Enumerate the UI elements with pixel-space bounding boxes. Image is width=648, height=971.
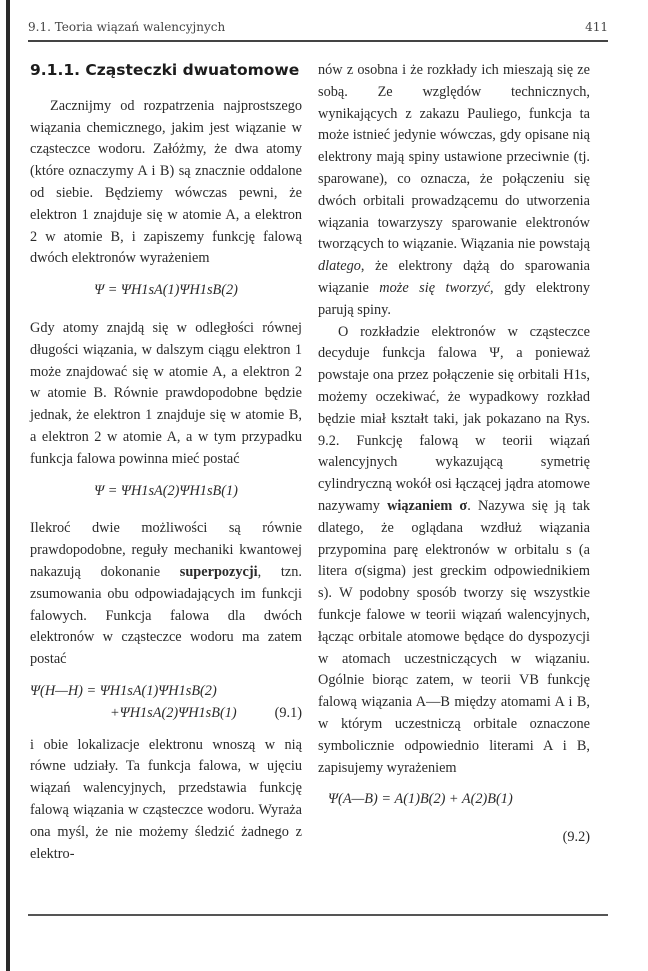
- paragraph: [318, 322, 590, 780]
- bold-term: superpozycji: [179, 563, 258, 580]
- text-run: O rozkładzie elektronów w cząsteczce decyduje funkcja falowa Ψ, a ponieważ powstaje ona przez połączenie się orbitali H1s, możemy oczekiwać, że wypadkowy rozkład będzie miał kształt taki, jak pokazano na Rys. 9.2. Funkcję falową w teorii wiązań walencyjnych wykazującą symetrię cylindryczną wokół osi łączącej jądra atomowe nazywamy: [318, 323, 590, 514]
- equation-9-2: Ψ(A—B) = A(1)B(2) + A(2)B(1): [328, 791, 513, 808]
- text-run: , tzn. zsumowania obu odpowiadających im funkcji falowych. Funkcja falowa dla dwóch elektronów w cząsteczce wodoru ma zatem postać: [30, 563, 302, 668]
- page-edge-bar: [6, 0, 10, 971]
- italic-term: dlatego: [318, 258, 361, 275]
- equation-9-1: [30, 681, 302, 725]
- text-run: nów z osobna i że rozkłady ich mieszają się ze sobą. Ze względów technicznych, wynikających z zakazu Pauliego, funkcja ta może istnieć jedynie wówczas, gdy opisane nią elektrony mają spiny ustawione przeciwnie (tj. sparowane), co oznacza, że połączeniu się dwóch orbitali prowadzącemu do utworzenia wiązania towarzyszy sparowanie elektronów tworzących to wiązanie. Wiązania nie powstają: [318, 62, 590, 253]
- paragraph: i obie lokalizacje elektronu wnoszą w nią równe udziały. Ta funkcja falowa, w ujęciu wiązań walencyjnych, przedstawia funkcję falową wiązania w cząsteczce wodoru. Wyraża ona myśl, że nie możemy śledzić żadnego z elektro-: [30, 736, 302, 862]
- page-number: 411: [585, 20, 608, 34]
- right-column: [318, 60, 590, 849]
- text-run: , gdy elektrony parują spiny.: [318, 279, 590, 318]
- equation-line: Ψ(H—H) = ΨH1sA(1)ΨH1sB(2): [30, 682, 217, 699]
- footer-rule: [28, 914, 608, 916]
- paragraph: Zacznijmy od rozpatrzenia najprostszego wiązania chemicznego, jakim jest wiązanie w cząsteczce wodoru. Załóżmy, że dwa atomy (które oznaczymy A i B) są znacznie oddalone od siebie. Będziemy wówczas pewni, że elektron 1 znajduje się w atomie A, a elektron 2 w atomie B, i zapiszemy funkcję falową dwóch elektronów wyrażeniem: [30, 97, 302, 267]
- italic-term: może się tworzyć: [379, 279, 491, 296]
- paragraph: Gdy atomy znajdą się w odległości równej długości wiązania, w dalszym ciągu elektron 1 może znajdować się w atomie A, a elektron 2 w atomie B. Równie prawdopodobne będzie jednak, że elektron 1 znajduje się w atomie B, a elektron 2 w atomie A, a w tym przypadku funkcja falowa powinna mieć postać: [30, 319, 302, 467]
- equation-line-2: [30, 703, 302, 725]
- equation-number-row: [318, 827, 590, 849]
- running-title: 9.1. Teoria wiązań walencyjnych: [28, 20, 226, 34]
- text-run: . Nazywa się ją tak dlatego, że oglądana wzdłuż wiązania przypomina parę elektronów w orbitalu s (a litera σ(sigma) jest greckim odpowiednikiem s). W podobny sposób tworzy się wszystkie funkcje falowe w teorii wiązań walencyjnych, łącząc orbitale atomowe będące do dyspozycji w atomach uczestniczących w wiązaniu. Ogólnie biorąc zatem, w teorii VB funkcję falową wiązania A—B między atomami A i B, w którym uczestniczą orbitale oznaczone symbolicznie odpowiednio literami A i B, zapisujemy wyrażeniem: [318, 497, 590, 776]
- equation: Ψ = ΨH1sA(2)ΨH1sB(1): [94, 482, 238, 499]
- page-header: [28, 20, 608, 36]
- text-run: , że elektrony dążą do sparowania wiązanie: [318, 258, 590, 296]
- paragraph: [30, 518, 302, 671]
- bold-term: wiązaniem σ: [387, 497, 468, 514]
- left-column: [30, 60, 302, 865]
- equation: Ψ = ΨH1sA(1)ΨH1sB(2): [94, 282, 238, 299]
- text-run: Ilekroć dwie możliwości są równie prawdopodobne, reguły mechaniki kwantowej nakazują dokonanie: [30, 520, 302, 580]
- equation-number: (9.1): [274, 704, 302, 721]
- equation-line: +ΨH1sA(2)ΨH1sB(1): [110, 704, 237, 721]
- section-title: 9.1.1. Cząsteczki dwuatomowe: [30, 61, 300, 79]
- paragraph: [318, 60, 590, 322]
- header-rule: [28, 40, 608, 42]
- equation-number: (9.2): [562, 829, 590, 846]
